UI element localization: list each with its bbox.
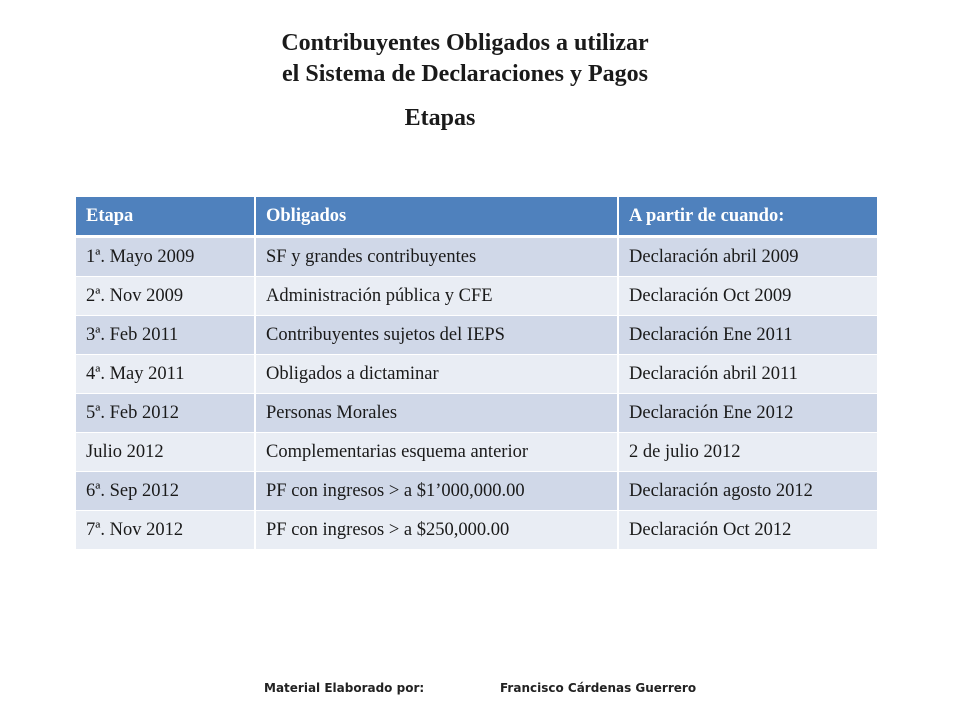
table-header-row <box>76 197 877 237</box>
table-row <box>76 472 877 511</box>
cell-etapa: 6ª. Sep 2012 <box>76 472 255 511</box>
cell-a-partir-de-cuando: Declaración Oct 2012 <box>618 511 877 550</box>
cell-obligados: SF y grandes contribuyentes <box>255 237 618 277</box>
footer-credit-label: Material Elaborado por: <box>264 681 425 695</box>
table-row <box>76 316 877 355</box>
table-row <box>76 277 877 316</box>
column-header-obligados: Obligados <box>255 197 618 237</box>
cell-etapa: 1ª. Mayo 2009 <box>76 237 255 277</box>
table-row <box>76 394 877 433</box>
cell-etapa: 4ª. May 2011 <box>76 355 255 394</box>
cell-etapa: 5ª. Feb 2012 <box>76 394 255 433</box>
cell-a-partir-de-cuando: Declaración Ene 2011 <box>618 316 877 355</box>
cell-a-partir-de-cuando: Declaración agosto 2012 <box>618 472 877 511</box>
cell-etapa: 7ª. Nov 2012 <box>76 511 255 550</box>
cell-obligados: Obligados a dictaminar <box>255 355 618 394</box>
cell-obligados: Personas Morales <box>255 394 618 433</box>
table-row <box>76 511 877 550</box>
cell-a-partir-de-cuando: Declaración abril 2009 <box>618 237 877 277</box>
table-row <box>76 433 877 472</box>
footer-author-name: Francisco Cárdenas Guerrero <box>500 681 697 695</box>
column-header-etapa: Etapa <box>76 197 255 237</box>
table-row <box>76 355 877 394</box>
cell-a-partir-de-cuando: 2 de julio 2012 <box>618 433 877 472</box>
cell-obligados: Contribuyentes sujetos del IEPS <box>255 316 618 355</box>
cell-a-partir-de-cuando: Declaración Ene 2012 <box>618 394 877 433</box>
cell-obligados: Administración pública y CFE <box>255 277 618 316</box>
cell-a-partir-de-cuando: Declaración Oct 2009 <box>618 277 877 316</box>
cell-a-partir-de-cuando: Declaración abril 2011 <box>618 355 877 394</box>
page-title-line-2: el Sistema de Declaraciones y Pagos <box>282 61 648 87</box>
cell-obligados: PF con ingresos > a $250,000.00 <box>255 511 618 550</box>
page-title-line-1: Contribuyentes Obligados a utilizar <box>281 30 649 56</box>
cell-obligados: Complementarias esquema anterior <box>255 433 618 472</box>
cell-etapa: 2ª. Nov 2009 <box>76 277 255 316</box>
column-header-a-partir-de-cuando: A partir de cuando: <box>618 197 877 237</box>
cell-obligados: PF con ingresos > a $1’000,000.00 <box>255 472 618 511</box>
cell-etapa: Julio 2012 <box>76 433 255 472</box>
stages-table <box>76 197 877 550</box>
table-row <box>76 237 877 277</box>
cell-etapa: 3ª. Feb 2011 <box>76 316 255 355</box>
page-subtitle: Etapas <box>404 105 476 131</box>
